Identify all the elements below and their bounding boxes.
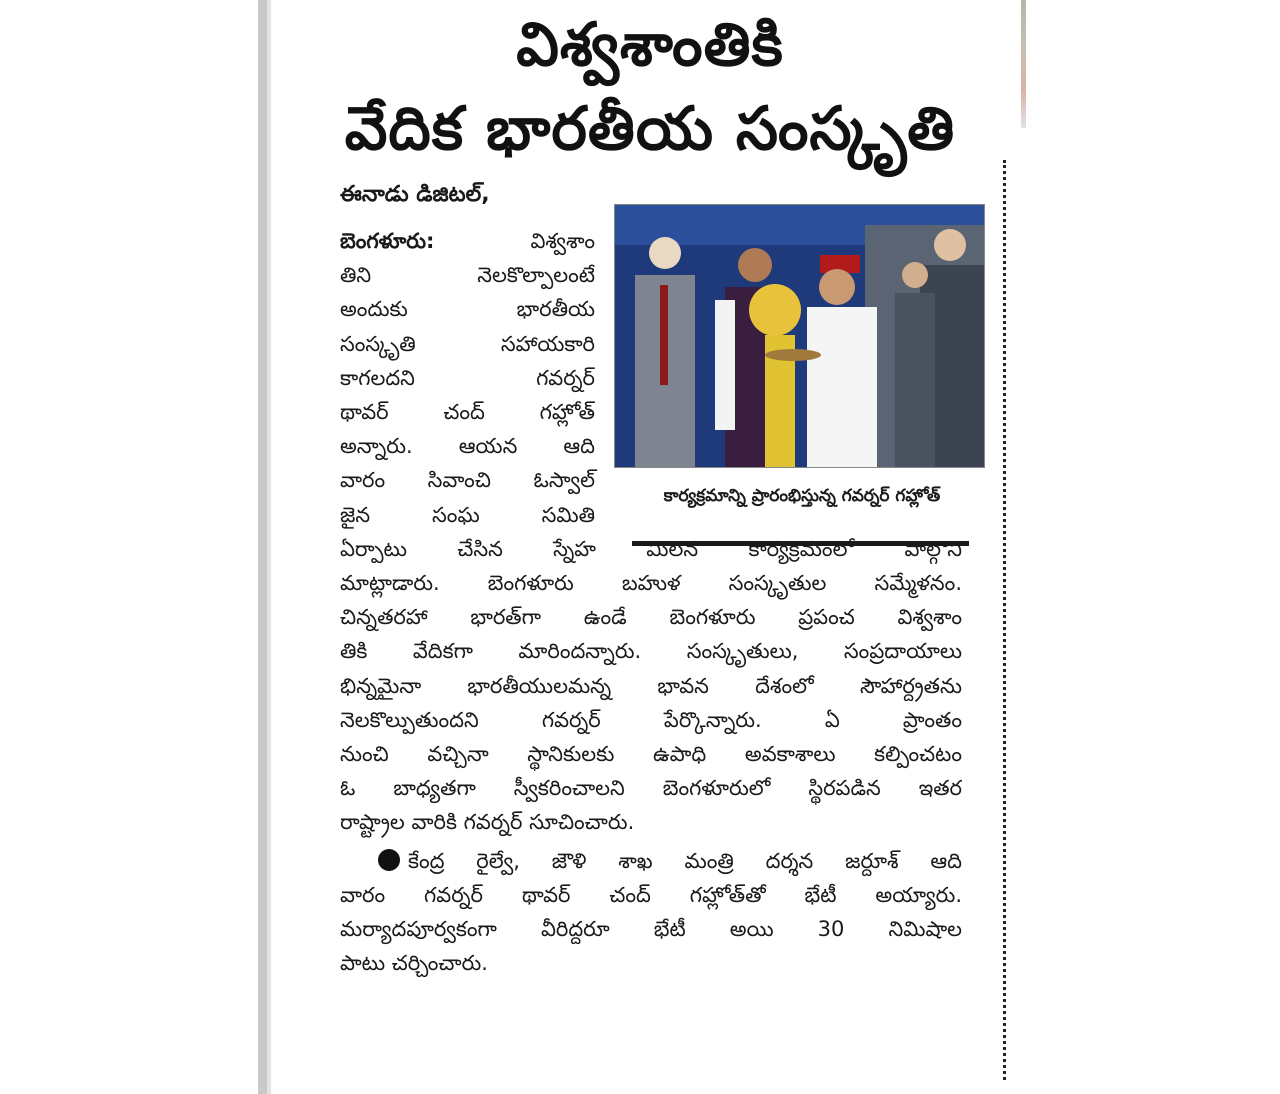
- body-line: కాగలదని గవర్నర్: [340, 365, 595, 390]
- body-line: అన్నారు. ఆయన ఆది: [340, 434, 595, 459]
- headline-line-2: వేదిక భారతీయ సంస్కృతి: [344, 94, 956, 164]
- body-line: పాటు చర్చించారు.: [340, 951, 488, 976]
- page-gutter: [258, 0, 267, 1094]
- body-line: నుంచి వచ్చినా స్థానికులకు ఉపాధి అవకాశాలు కల్పించటం: [340, 742, 962, 766]
- body-line: తిని నెలకొల్పాలంటే: [340, 263, 595, 288]
- page-gutter-shadow: [267, 0, 271, 1094]
- column-divider: [1003, 160, 1006, 1080]
- body-line: ఓ బాధ్యతగా స్వీకరించాలని బెంగళూరులో స్థిరపడిన ఇతర: [340, 776, 962, 801]
- photo-caption: కార్యక్రమాన్ని ప్రారంభిస్తున్న గవర్నర్ గహ్లోత్: [663, 486, 941, 506]
- body-line: అందుకు భారతీయ: [340, 297, 595, 322]
- dateline: ఈనాడు డిజిటల్,: [340, 182, 490, 207]
- body-line: ఏర్పాటు చేసిన స్నేహ మిలన కార్యక్రమంలో పాల్గొని: [340, 536, 962, 561]
- news-photo: [614, 204, 985, 468]
- body-line: తికి వేదికగా మారిందన్నారు. సంస్కృతులు, సంప్రదాయాలు: [340, 639, 962, 664]
- body-line: కేంద్ర రైల్వే, జౌళి శాఖ మంత్రి దర్శన జర్దూశ్ ఆది: [378, 846, 962, 876]
- body-line: వారం గవర్నర్ థావర్ చంద్ గహ్లోత్‌తో భేటీ అయ్యారు.: [340, 882, 962, 907]
- bullet-icon: [378, 849, 400, 871]
- body-line: మాట్లాడారు. బెంగళూరు బహుళ సంస్కృతుల సమ్మేళనం.: [340, 571, 962, 595]
- body-line: మర్యాదపూర్వకంగా వీరిద్దరూ భేటీ అయి 30 నిమిషాల: [340, 917, 962, 941]
- body-line: థావర్ చంద్ గహ్లోత్: [340, 400, 595, 424]
- body-line: భిన్నమైనా భారతీయులమన్న భావన దేశంలో సౌహార్ద్రతను: [340, 673, 962, 698]
- headline-line-1: విశ్వశాంతికి: [516, 10, 784, 80]
- body-line: నెలకొల్పుతుందని గవర్నర్ పేర్కొన్నారు. ఏ ప్రాంతం: [340, 707, 962, 732]
- body-line: వారం సివాంచి ఓస్వాల్: [340, 468, 595, 493]
- body-line: సంస్కృతి సహాయకారి: [340, 331, 595, 356]
- adjacent-page-edge: [1021, 0, 1026, 128]
- body-line: చిన్నతరహా భారత్‌గా ఉండే బెంగళూరు ప్రపంచ విశ్వశాం: [340, 605, 962, 630]
- body-line: బెంగళూరు: విశ్వశాం: [340, 229, 595, 253]
- body-line: రాష్ట్రాల వారికి గవర్నర్ సూచించారు.: [340, 810, 635, 835]
- body-line: జైన సంఘ సమితి: [340, 502, 595, 527]
